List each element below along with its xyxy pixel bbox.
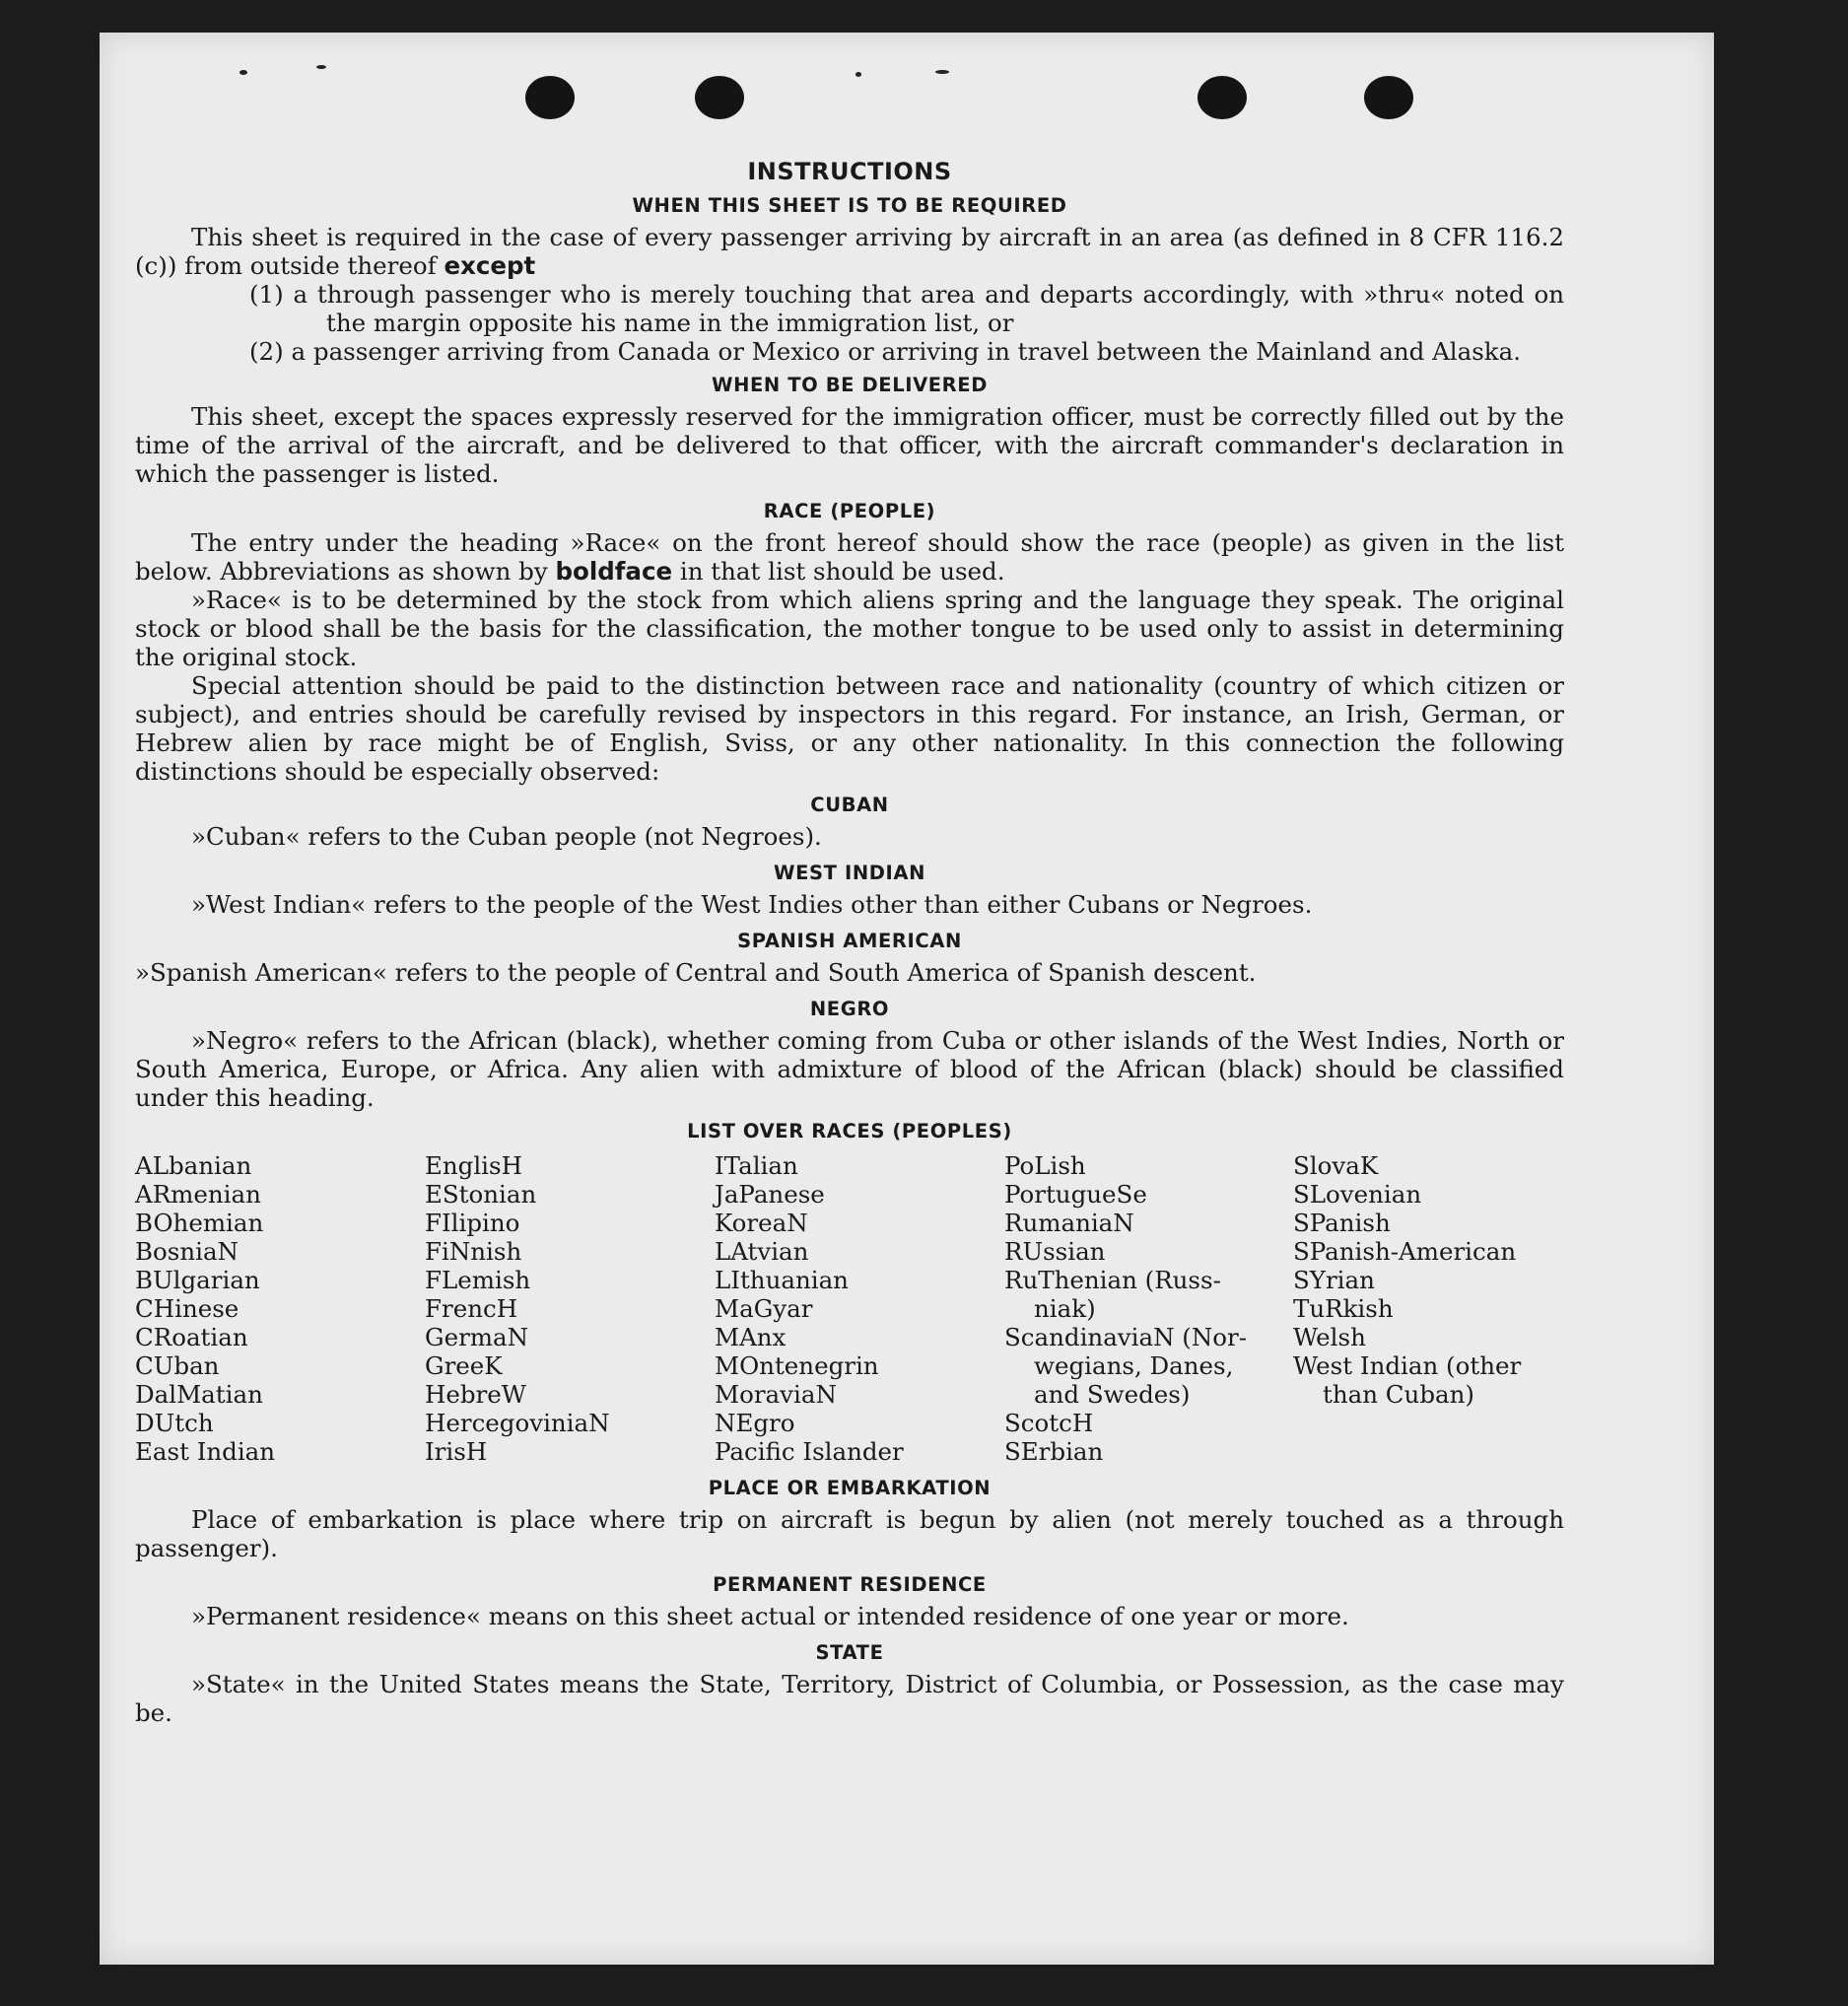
- race-entry: CHinese: [135, 1294, 240, 1323]
- race-entry: BOhemian: [135, 1209, 264, 1237]
- race-list: [135, 1151, 1564, 1466]
- section-heading: PERMANENT RESIDENCE: [713, 1573, 987, 1596]
- paragraph: »Spanish American« refers to the people of Central and South America of Spanish descent.: [135, 958, 1257, 987]
- punch-hole: [1198, 76, 1247, 119]
- race-entry: IrisH: [425, 1437, 488, 1466]
- section-heading: CUBAN: [810, 794, 889, 816]
- instructions-document: [135, 158, 1564, 1727]
- race-entry: SlovaK: [1293, 1151, 1379, 1180]
- paragraph: »Race« is to be determined by the stock from which aliens spring and the language they speak. The original stock or blood shall be the basis for the classification, the mother tongue to be used only to assist in determining the original stock.: [135, 586, 1564, 671]
- section-heading: LIST OVER RACES (PEOPLES): [687, 1120, 1012, 1142]
- race-column: [135, 1151, 425, 1466]
- race-entry: FiNnish: [425, 1237, 522, 1266]
- race-entry: PoLish: [1004, 1151, 1086, 1180]
- punch-hole: [1364, 76, 1413, 119]
- race-entry: MoraviaN: [715, 1380, 837, 1409]
- race-entry: LAtvian: [715, 1237, 809, 1266]
- section-heading: PLACE OR EMBARKATION: [708, 1477, 992, 1499]
- race-entry: DUtch: [135, 1409, 214, 1437]
- race-entry: ScotcH: [1004, 1409, 1094, 1437]
- speck: [316, 65, 326, 69]
- race-column: [1004, 1151, 1293, 1466]
- page-title: INSTRUCTIONS: [747, 158, 952, 185]
- race-entry: CRoatian: [135, 1323, 248, 1351]
- race-entry: than Cuban): [1323, 1380, 1474, 1409]
- paragraph: Place of embarkation is place where trip on aircraft is begun by alien (not merely touched as a through passenger).: [135, 1505, 1564, 1562]
- race-entry: SPanish: [1293, 1209, 1391, 1237]
- paragraph: »Negro« refers to the African (black), whether coming from Cuba or other islands of the West Indies, North or South America, Europe, or Africa. Any alien with admixture of blood of the African (black) should be classified under this heading.: [135, 1026, 1564, 1112]
- race-entry: BUlgarian: [135, 1266, 260, 1294]
- section-heading: NEGRO: [809, 998, 890, 1020]
- race-column: [425, 1151, 715, 1466]
- race-entry: East Indian: [135, 1437, 276, 1466]
- race-entry: MAnx: [715, 1323, 787, 1351]
- race-entry: RuThenian (Russ-: [1004, 1266, 1221, 1294]
- race-entry: wegians, Danes,: [1034, 1351, 1234, 1380]
- race-entry: LIthuanian: [715, 1266, 849, 1294]
- punch-hole: [525, 76, 575, 119]
- race-entry: GermaN: [425, 1323, 529, 1351]
- race-entry: EnglisH: [425, 1151, 522, 1180]
- race-column: [715, 1151, 1004, 1466]
- race-entry: TuRkish: [1293, 1294, 1394, 1323]
- paragraph: »Cuban« refers to the Cuban people (not Negroes).: [191, 822, 822, 851]
- race-entry: RumaniaN: [1004, 1209, 1134, 1237]
- race-entry: HebreW: [425, 1380, 526, 1409]
- race-entry: JaPanese: [715, 1180, 825, 1209]
- race-entry: ITalian: [715, 1151, 798, 1180]
- race-entry: CUban: [135, 1351, 220, 1380]
- race-entry: SErbian: [1004, 1437, 1104, 1466]
- race-entry: niak): [1034, 1294, 1096, 1323]
- race-entry: Welsh: [1293, 1323, 1366, 1351]
- race-entry: FrencH: [425, 1294, 518, 1323]
- race-entry: HercegoviniaN: [425, 1409, 610, 1437]
- race-entry: EStonian: [425, 1180, 537, 1209]
- race-entry: SPanish-American: [1293, 1237, 1517, 1266]
- speck: [935, 70, 949, 74]
- race-entry: FLemish: [425, 1266, 531, 1294]
- section-heading: RACE (PEOPLE): [763, 500, 936, 522]
- race-entry: PortugueSe: [1004, 1180, 1147, 1209]
- paragraph: »West Indian« refers to the people of the West Indies other than either Cubans or Negroes.: [191, 890, 1313, 919]
- section-heading: SPANISH AMERICAN: [737, 930, 962, 952]
- race-entry: KoreaN: [715, 1209, 808, 1237]
- race-entry: MaGyar: [715, 1294, 813, 1323]
- speck: [240, 70, 247, 75]
- section-heading: WEST INDIAN: [774, 862, 925, 884]
- race-entry: MOntenegrin: [715, 1351, 879, 1380]
- race-entry: ALbanian: [135, 1151, 252, 1180]
- race-entry: ScandinaviaN (Nor-: [1004, 1323, 1248, 1351]
- paragraph: This sheet, except the spaces expressly reserved for the immigration officer, must be correctly filled out by the time of the arrival of the aircraft, and be delivered to that officer, with the aircraft commander's declaration in which the passenger is listed.: [135, 402, 1564, 488]
- paragraph: The entry under the heading »Race« on the front hereof should show the race (people) as given in the list below. Abbreviations as shown by boldface in that list should be used.: [135, 528, 1564, 586]
- section-heading: STATE: [815, 1641, 884, 1664]
- list-item: (2) a passenger arriving from Canada or Mexico or arriving in travel between the Mainland and Alaska.: [249, 337, 1522, 366]
- race-entry: FIlipino: [425, 1209, 520, 1237]
- race-entry: BosniaN: [135, 1237, 239, 1266]
- race-entry: Pacific Islander: [715, 1437, 904, 1466]
- document-page: [100, 33, 1714, 1965]
- race-entry: and Swedes): [1034, 1380, 1191, 1409]
- race-entry: DalMatian: [135, 1380, 263, 1409]
- punch-hole: [695, 76, 744, 119]
- race-entry: West Indian (other: [1293, 1351, 1522, 1380]
- speck: [856, 72, 861, 77]
- paragraph: Special attention should be paid to the distinction between race and nationality (country of which citizen or subject), and entries should be carefully revised by inspectors in this regard. For instance, an Irish, German, or Hebrew alien by race might be of English, Sviss, or any other nationality. In this connection the following distinctions should be especially observed:: [135, 671, 1564, 786]
- race-entry: NEgro: [715, 1409, 795, 1437]
- section-heading: WHEN THIS SHEET IS TO BE REQUIRED: [632, 194, 1067, 217]
- race-entry: RUssian: [1004, 1237, 1106, 1266]
- race-entry: SLovenian: [1293, 1180, 1422, 1209]
- paragraph: »Permanent residence« means on this sheet actual or intended residence of one year or more.: [191, 1602, 1349, 1630]
- race-column: [1293, 1151, 1564, 1466]
- race-entry: ARmenian: [135, 1180, 261, 1209]
- section-heading: WHEN TO BE DELIVERED: [711, 374, 989, 396]
- paragraph: »State« in the United States means the State, Territory, District of Columbia, or Possession, as the case may be.: [135, 1670, 1564, 1727]
- list-item: (1) a through passenger who is merely touching that area and departs accordingly, with »thru« noted on the margin opposite his name in the immigration list, or: [249, 280, 1564, 337]
- race-entry: SYrian: [1293, 1266, 1375, 1294]
- paragraph: This sheet is required in the case of every passenger arriving by aircraft in an area (as defined in 8 CFR 116.2 (c)) from outside thereof except: [135, 223, 1564, 280]
- race-entry: GreeK: [425, 1351, 503, 1380]
